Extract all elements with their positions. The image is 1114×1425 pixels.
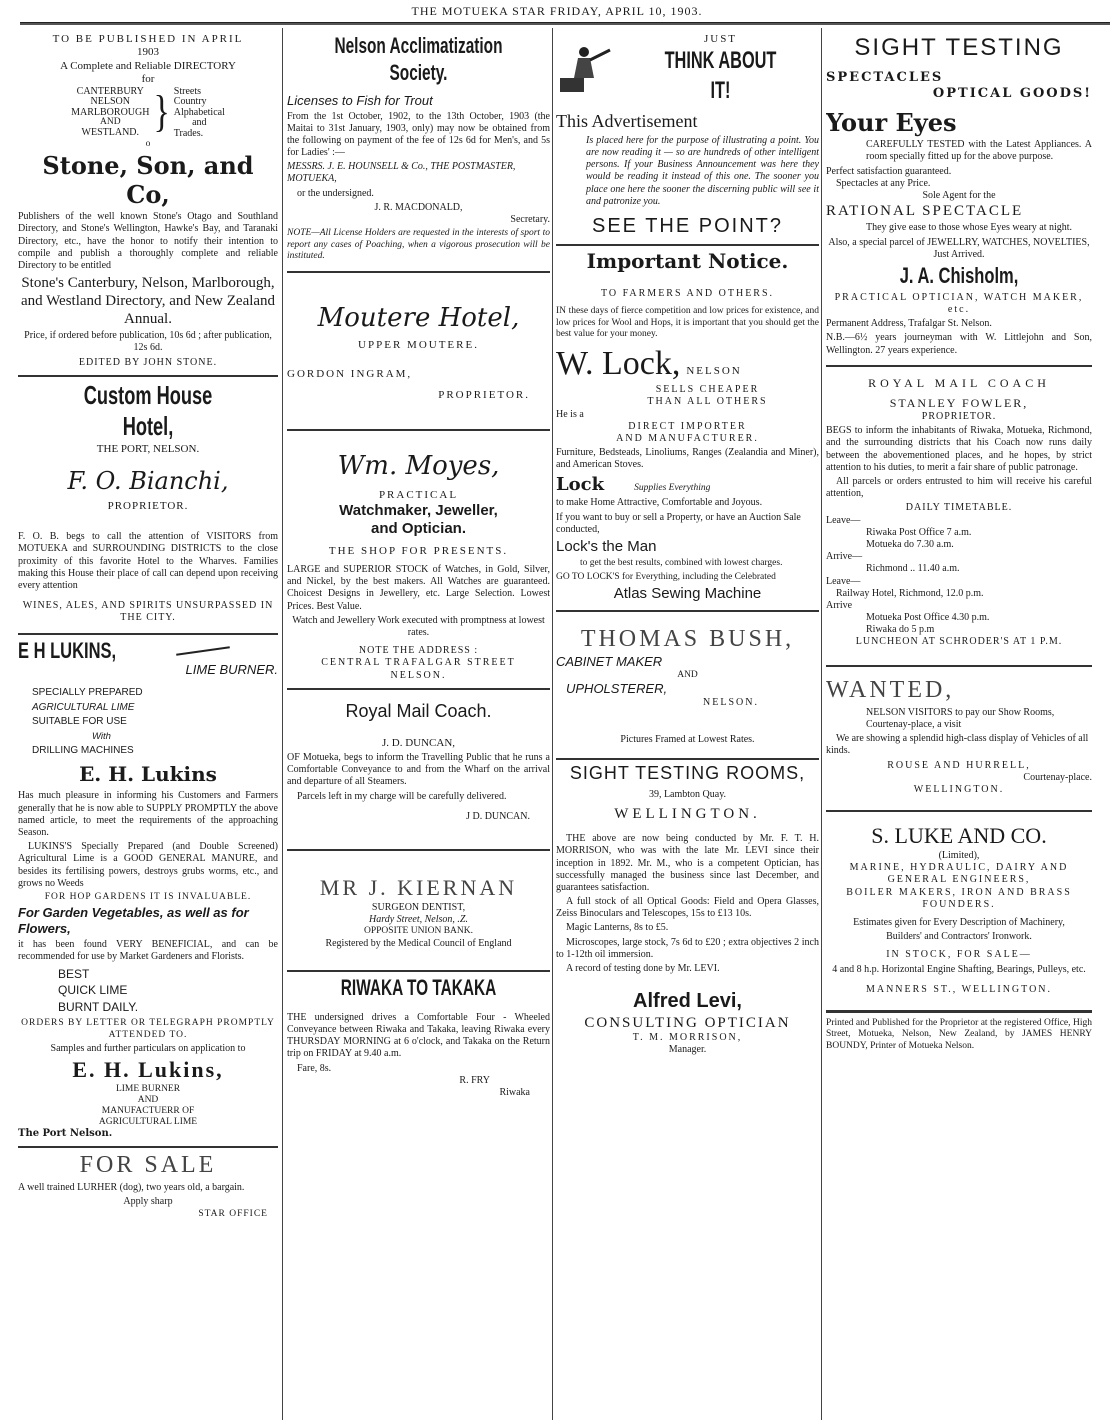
wanted-body: We are showing a splendid high-class display of Vehicles of all kinds. <box>826 733 1089 757</box>
fowler-timetable: DAILY TIMETABLE. <box>905 502 1013 514</box>
fowler-body: BEGS to inform the inhabitants of Riwaka, Motueka, Richmond, and the surrounding districts that his Coach now runs daily between the abovementioned places, and he hopes, by strict attention to his duties, to merit a fair share of public patronage. <box>826 425 1092 473</box>
luke-line: BOILER MAKERS, IRON AND BRASS FOUNDERS. <box>846 886 1072 910</box>
section: Country <box>173 96 207 108</box>
moyes-address: CENTRAL TRAFALGAR STREET <box>321 657 516 669</box>
lock-line: DIRECT IMPORTER <box>628 420 747 432</box>
region: AND <box>99 117 121 128</box>
moyes-line: PRACTICAL <box>378 488 459 501</box>
directory-ad <box>18 30 278 377</box>
moyes-address: NELSON. <box>390 669 447 681</box>
levi-body: THE above are now being conducted by Mr. F. T. H. MORRISON, who was with the late Mr. LEVI since their inception in 1892. Mr. M., who is a competent Optician, has successfully managed the business since last December, and guarantees satisfaction. <box>556 833 819 893</box>
riwaka-title: RIWAKA TO TAKAKA <box>340 974 497 1000</box>
lukins-trade: LIME BURNER. <box>185 662 278 678</box>
for-sale-body: A well trained LURHER (dog), two years old, a bargain. <box>18 1182 245 1194</box>
levi-address: 39, Lambton Quay. <box>648 788 727 800</box>
lukins-body: Has much pleasure in informing his Customers and Farmers generally that he is now able to SUPPLY PROMPTLY the above named article, to meet the requirements of the approaching Season. <box>18 790 278 838</box>
duncan-parcels: Parcels left in my charge will be carefully delivered. <box>297 790 507 802</box>
hotel-role: PROPRIETOR. <box>107 499 189 512</box>
bush-line: Pictures Framed at Lowest Rates. <box>620 733 755 745</box>
moyes-line: and Optician. <box>370 520 466 538</box>
lock-line: THAN ALL OTHERS <box>647 396 768 408</box>
moyes-ad <box>287 431 550 690</box>
think-sub: This Advertisement <box>556 110 698 131</box>
fowler-tt: Arrive <box>826 599 853 611</box>
chisholm-line: Perfect satisfaction guaranteed. <box>826 165 952 177</box>
region: MARLBOROUGH <box>71 106 150 118</box>
think-body: Is placed here for the purpose of illustrating a point. You are now reading it — so are hundreds of other intelligent persons. If your Business Announcement was here they would be reading it instead of this one. The sooner you place one here the sooner the discerning public will see it and patronize you. <box>586 134 819 207</box>
lukins-tail: MANUFACTUERR OF <box>101 1105 195 1116</box>
custom-house-ad <box>18 377 278 635</box>
column-1 <box>18 30 278 1420</box>
luke-addr: MANNERS ST., WELLINGTON. <box>865 983 1053 995</box>
kiernan-line: Hardy Street, Nelson, .Z. <box>369 914 468 925</box>
directory-line: TO BE PUBLISHED IN APRIL <box>52 33 244 45</box>
column-rule <box>552 28 553 1420</box>
fowler-tt: Leave— <box>826 514 861 526</box>
lukins-line: DRILLING MACHINES <box>32 744 134 756</box>
moyes-body: LARGE and SUPERIOR STOCK of Watches, in Gold, Silver, and Nickel, by the best makers. All Watches are guaranteed. Choicest Designs in Jewellery, etc. Large Selection. Lowest Prices. Best Value. <box>287 564 550 612</box>
chisholm-line: Sole Agent for the <box>922 190 996 201</box>
moyes-body: Watch and Jewellery Work executed with promptness at lowest rates. <box>292 614 545 638</box>
column-3 <box>556 30 819 1420</box>
chisholm-body: CAREFULLY TESTED with the Latest Appliances. A room specially fitted up for the above purpose. <box>866 139 1092 163</box>
society-note: NOTE—All License Holders are requested in the interests of sport to report any cases of Poaching, when a vigorous prosecution will be instituted. <box>287 228 550 262</box>
levi-name: Alfred Levi, <box>633 990 742 1013</box>
fowler-tt: Richmond .. 11.40 a.m. <box>866 563 960 575</box>
chisholm-role: PRACTICAL OPTICIAN, WATCH MAKER, etc. <box>834 291 1084 316</box>
orator-figure-icon <box>556 44 616 94</box>
hotel-footer: WINES, ALES, AND SPIRITS UNSURPASSED IN THE CITY. <box>22 600 274 624</box>
lock-title: Important Notice. <box>586 249 789 274</box>
lock-home: to make Home Attractive, Comfortable and Joyous. <box>556 497 763 509</box>
fowler-tt: Riwaka do 5 p.m <box>866 624 935 636</box>
chisholm-title: SIGHT TESTING <box>854 34 1064 61</box>
society-signed: J. R. MACDONALD, <box>374 201 463 213</box>
lock-furniture: Furniture, Bedsteads, Linoliums, Ranges (Zealandia and Miner), and American Stoves. <box>556 447 819 471</box>
luke-ad <box>826 812 1092 1012</box>
lock-body: IN these days of fierce competition and low prices for existence, and low prices for Wool and Hops, it is important that you should get the best value for your money. <box>556 305 819 340</box>
lukins-tail: AGRICULTURAL LIME <box>98 1116 198 1127</box>
bush-line: CABINET MAKER <box>556 654 663 670</box>
society-role: Secretary. <box>510 214 550 226</box>
levi-mgr: T. M. MORRISON, <box>632 1031 743 1043</box>
levi-role: CONSULTING OPTICIAN <box>584 1014 791 1031</box>
directory-for: for <box>141 73 155 86</box>
moutere-title: Moutere Hotel, <box>317 302 520 333</box>
lukins-samples: Samples and further particulars on application to <box>50 1043 246 1055</box>
moutere-ad <box>287 273 550 431</box>
directory-line: A Complete and Reliable DIRECTORY <box>60 59 236 72</box>
lukins-tail: AND <box>137 1095 159 1106</box>
wanted-title: WANTED, <box>826 676 955 703</box>
directory-body: Publishers of the well known Stone's Otago and Southland Directory, and Stone's Wellington, Hawke's Bay, and Taranaki Directory, etc., have the honor to notify their intention to compile and publish a thoroughly complete and reliable Directory to be entitled <box>18 211 278 271</box>
imprint <box>826 1012 1092 1061</box>
society-agents: MESSRS. J. E. HOUNSELL & Co., THE POSTMASTER, MOTUEKA, <box>287 161 516 185</box>
luke-est: Estimates given for Every Description of Machinery, <box>853 916 1065 928</box>
fowler-lunch: LUNCHEON AT SCHRODER'S AT 1 P.M. <box>855 636 1063 648</box>
society-agents: or the undersigned. <box>297 187 374 199</box>
levi-city: WELLINGTON. <box>614 805 761 822</box>
moyes-note: NOTE THE ADDRESS : <box>358 645 479 657</box>
lock-name-place: NELSON <box>686 364 742 377</box>
directory-price: Price, if ordered before publication, 10s 6d ; after publication, 12s 6d. <box>24 330 272 354</box>
section: Alphabetical <box>173 106 225 118</box>
lukins-line: With <box>92 730 111 742</box>
riwaka-ad <box>287 972 550 1105</box>
lock-man: Lock's the Man <box>556 538 657 556</box>
directory-year: 1903 <box>137 46 159 59</box>
fowler-ad <box>826 367 1092 667</box>
lukins-stack: QUICK LIME <box>58 983 128 998</box>
lukins-name-2: E. H. Lukins <box>79 762 217 787</box>
duncan-ad <box>287 690 550 851</box>
levi-body: Magic Lanterns, 8s to £5. <box>566 922 669 934</box>
hotel-name: Custom House Hotel, <box>83 379 213 442</box>
lock-supplies: Supplies Everything <box>634 482 711 493</box>
hotel-body: F. O. B. begs to call the attention of VISITORS from MOTUEKA and SURROUNDING DISTRICTS to the close proximity of this favorite Hotel to the Wharves. Families making this House their place of call can depend upon receiving every attention <box>18 531 278 591</box>
moyes-title: Wm. Moyes, <box>337 450 500 481</box>
duncan-name: J. D. DUNCAN, <box>381 736 456 749</box>
column-4 <box>826 30 1092 1420</box>
society-sub: Licenses to Fish for Trout <box>287 92 433 108</box>
fowler-tt: Riwaka Post Office 7 a.m. <box>866 526 972 538</box>
levi-ad <box>556 760 819 1063</box>
bush-ad <box>556 612 819 760</box>
moutere-location: UPPER MOUTERE. <box>358 338 479 351</box>
wanted-sign: ROUSE AND HURRELL, <box>887 759 1031 771</box>
chisholm-line: Spectacles at any Price. <box>836 177 931 189</box>
directory-title: Stone's Canterbury, Nelson, Marlborough, and Westland Directory, and New Zealand Annual. <box>20 275 276 328</box>
lukins-stack: BURNT DAILY. <box>58 1000 139 1015</box>
lukins-body: For Garden Vegetables, as well as for Flowers, <box>18 905 249 937</box>
lukins-orders: ORDERS BY LETTER OR TELEGRAPH PROMPTLY ATTENDED TO. <box>21 1017 275 1040</box>
chisholm-ease: They give ease to those whose Eyes weary at night. <box>866 222 1073 234</box>
fowler-tt: Motueka do 7.30 a.m. <box>866 538 954 550</box>
wanted-sign: WELLINGTON. <box>913 784 1005 796</box>
column-rule <box>282 28 283 1420</box>
riwaka-sign: R. FRY <box>459 1074 490 1086</box>
lukins-line: AGRICULTURAL LIME <box>32 701 135 713</box>
column-rule <box>821 28 822 1420</box>
lukins-name-3: E. H. Lukins, <box>72 1057 224 1083</box>
bush-line: NELSON. <box>703 697 759 709</box>
think-just: JUST <box>703 33 738 45</box>
lock-goto: GO TO LOCK'S for Everything, including the Celebrated <box>556 571 776 582</box>
luke-stock: IN STOCK, FOR SALE— <box>886 949 1032 961</box>
luke-ltd: (Limited), <box>938 850 980 862</box>
wanted-body: NELSON VISITORS to pay our Show Rooms, Courtenay-place, a visit <box>866 706 1055 731</box>
for-sale-office: STAR OFFICE <box>198 1208 268 1219</box>
hotel-owner: F. O. Bianchi, <box>67 466 229 495</box>
section: Trades. <box>173 127 204 139</box>
riwaka-sign: Riwaka <box>499 1086 530 1098</box>
lukins-body: FOR HOP GARDENS IT IS INVALUABLE. <box>44 891 252 902</box>
lukins-tail: LIME BURNER <box>115 1084 181 1095</box>
lock-line: AND MANUFACTURER. <box>616 432 759 444</box>
kiernan-line: Registered by the Medical Council of England <box>325 937 512 949</box>
kiernan-line: SURGEON DENTIST, <box>371 901 466 913</box>
society-title: Nelson Acclimatization <box>334 33 503 58</box>
levi-body: A record of testing done by Mr. LEVI. <box>566 963 720 975</box>
bush-title: THOMAS BUSH, <box>580 625 795 652</box>
wanted-sign: Courtenay-place. <box>1023 771 1092 783</box>
luke-title: S. LUKE AND CO. <box>871 823 1047 849</box>
lock-to: TO FARMERS AND OTHERS. <box>600 287 775 299</box>
lock-line: He is a <box>556 408 584 420</box>
chisholm-nb: N.B.—6½ years journeyman with W. Littlejohn and Son, Wellington. 27 years experience. <box>826 332 1092 356</box>
chisholm-eyes: Your Eyes <box>826 107 957 137</box>
region: NELSON <box>90 96 130 108</box>
fowler-name: STANLEY FOWLER, <box>889 396 1029 411</box>
riwaka-fare: Fare, 8s. <box>297 1062 332 1074</box>
lock-property: If you want to buy or sell a Property, or have an Auction Sale conducted, <box>556 511 801 535</box>
moyes-line: Watchmaker, Jeweller, <box>339 502 498 519</box>
section: Streets <box>173 85 201 97</box>
acclimatization-ad <box>287 30 550 273</box>
arrow-icon <box>176 646 236 656</box>
moutere-owner: GORDON INGRAM, <box>287 368 413 381</box>
publisher-name: Stone, Son, and Co, <box>42 150 254 209</box>
chisholm-line: OPTICAL GOODS! <box>932 86 1092 102</box>
fowler-tt: Railway Hotel, Richmond, 12.0 p.m. <box>836 587 984 599</box>
kiernan-line: OPPOSITE UNION BANK. <box>364 926 473 937</box>
lock-results: to get the best results, combined with lowest charges. <box>580 558 783 569</box>
luke-line: MARINE, HYDRAULIC, DAIRY AND GENERAL ENGINEERS, <box>849 862 1069 886</box>
luke-builders: Builders' and Contractors' Ironwork. <box>886 931 1032 943</box>
for-sale-title: FOR SALE <box>79 1152 217 1179</box>
moyes-line: THE SHOP FOR PRESENTS. <box>328 544 509 557</box>
fowler-tt: Arrive— <box>826 551 863 563</box>
duncan-body: OF Motueka, begs to inform the Travelling Public that he runs a Comfortable Conveyance to and from the Wharf on the arrival and departure of all Steamers. <box>287 752 550 788</box>
lukins-tail: The Port Nelson. <box>18 1127 113 1139</box>
lukins-stack: BEST <box>58 966 90 981</box>
imprint-text: Printed and Published for the Proprietor at the registered Office, High Street, Motueka, Nelson, New Zealand, by JAMES HENRY BOUNDY, Printer of Motueka Nelson. <box>826 1017 1092 1052</box>
lock-line: SELLS CHEAPER <box>655 384 760 396</box>
region: WESTLAND. <box>81 127 140 139</box>
riwaka-body: THE undersigned drives a Comfortable Four - Wheeled Conveyance between Riwaka and Takaka, leaving Riwaka every THURSDAY MORNING at 6 o'clock, and Takaka on the Return trip on FRIDAY at 9.40 a.m. <box>287 1011 550 1060</box>
duncan-title: Royal Mail Coach. <box>345 700 492 721</box>
masthead-rule <box>20 22 1110 25</box>
column-2 <box>287 30 550 1420</box>
section: and <box>192 117 207 129</box>
kiernan-title: MR J. KIERNAN <box>319 874 518 900</box>
fowler-role: PROPRIETOR. <box>921 411 997 423</box>
wanted-ad <box>826 667 1092 813</box>
directory-brace-list <box>18 87 278 140</box>
luke-engine: 4 and 8 h.p. Horizontal Engine Shafting, Bearings, Pulleys, etc. <box>832 963 1086 975</box>
chisholm-address: Permanent Address, Trafalgar St. Nelson. <box>826 318 992 330</box>
fowler-tt: Leave— <box>826 575 861 587</box>
lukins-line: SPECIALLY PREPARED <box>32 687 143 699</box>
fowler-title: ROYAL MAIL COACH <box>868 375 1050 390</box>
duncan-sign: J D. DUNCAN. <box>466 810 530 822</box>
brace-icon: } <box>153 88 170 137</box>
hotel-location: THE PORT, NELSON. <box>96 443 200 456</box>
lukins-body: LUKINS'S Specially Prepared (and Double Screened) Agricultural Lime is a GOOD GENERAL MANURE, and besides its fertilising powers, destroys grubs worms, etc., and grows no Weeds <box>18 841 278 889</box>
lukins-body: it has been found VERY BENEFICIAL, and can be recommended for use by Market Gardeners and Florists. <box>18 939 278 963</box>
lukins-ad <box>18 635 278 1148</box>
chisholm-line: SPECTACLES <box>826 70 944 86</box>
bush-line: UPHOLSTERER, <box>566 681 668 697</box>
directory-editor: EDITED BY JOHN STONE. <box>78 356 218 368</box>
think-title: THINK ABOUT IT! <box>664 47 777 104</box>
chisholm-name: J. A. Chisholm, <box>899 263 1019 289</box>
society-title: Society. <box>389 59 448 85</box>
levi-title: SIGHT TESTING ROOMS, <box>569 762 806 783</box>
for-sale-apply: Apply sharp <box>123 1196 173 1208</box>
chisholm-rational: RATIONAL SPECTACLE <box>826 203 1024 220</box>
region: CANTERBURY <box>76 85 144 97</box>
society-body: From the 1st October, 1902, to the 13th October, 1903 (the Maitai to 31st January, 1903, only) may now be obtained from the following on payment of the fee of 12s 6d for Men's, and 5s for Ladies' :— <box>287 110 550 159</box>
fowler-parcels: All parcels or orders entrusted to him will receive his careful attention, <box>826 476 1092 500</box>
lukins-name: E H LUKINS, <box>18 637 117 663</box>
lock-atlas: Atlas Sewing Machine <box>613 585 762 603</box>
levi-mgr-role: Manager. <box>668 1044 707 1056</box>
bush-line: AND <box>677 669 698 680</box>
levi-body: Microscopes, large stock, 7s 6d to £20 ; extra objectives 2 inch to 1-12th oil immersion. <box>556 936 819 960</box>
divider: o <box>145 139 151 150</box>
moutere-role: PROPRIETOR. <box>438 389 530 402</box>
masthead: THE MOTUEKA STAR FRIDAY, APRIL 10, 1903. <box>411 4 703 18</box>
lock-name: W. Lock, <box>556 344 681 382</box>
chisholm-ad <box>826 30 1092 367</box>
for-sale-ad <box>18 1148 278 1226</box>
think-point: SEE THE POINT? <box>591 215 783 238</box>
fowler-tt: Motueka Post Office 4.30 p.m. <box>866 612 990 624</box>
chisholm-also: Also, a special parcel of JEWELLRY, WATCHES, NOVELTIES, Just Arrived. <box>828 236 1090 260</box>
lock-ad <box>556 246 819 611</box>
lock-word: Lock <box>556 473 605 495</box>
lukins-line: SUITABLE FOR USE <box>32 716 127 728</box>
levi-body: A full stock of all Optical Goods: Field and Opera Glasses, Zeiss Binoculars and Telescopes, 15s to £13 10s. <box>556 896 819 920</box>
kiernan-ad <box>287 851 550 972</box>
think-ad <box>556 30 819 246</box>
